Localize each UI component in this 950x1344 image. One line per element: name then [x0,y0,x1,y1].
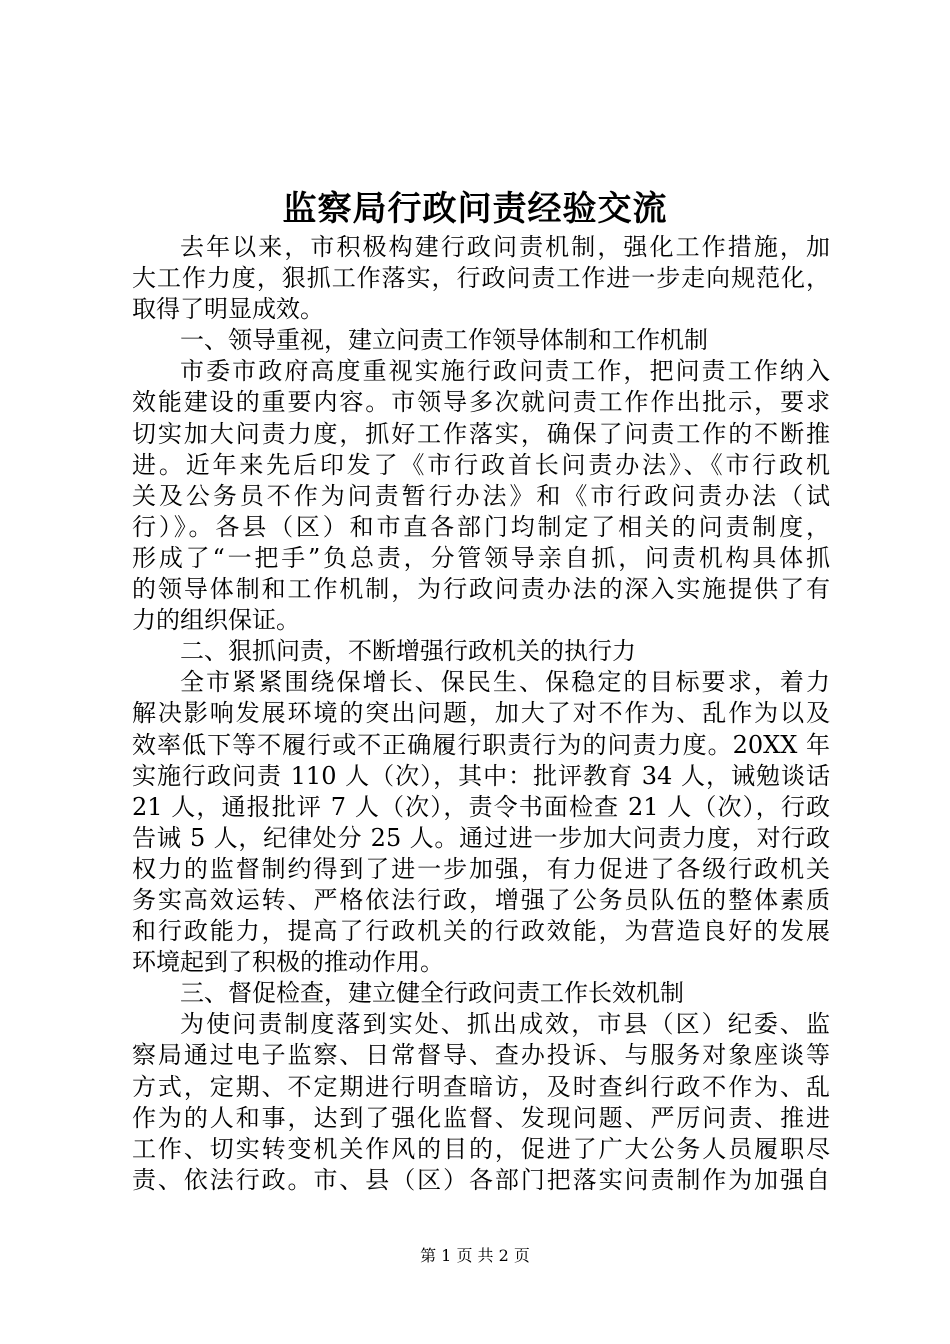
text-line: 市委市政府高度重视实施行政问责工作，把问责工作纳入 [180,357,830,386]
text-line: 取得了明显成效。 [132,295,324,324]
text-line: 关及公务员不作为问责暂行办法》和《市行政问责办法（试 [132,481,830,510]
text-line: 大工作力度，狠抓工作落实，行政问责工作进一步走向规范化， [132,264,830,293]
text-line: 解决影响发展环境的突出问题，加大了对不作为、乱作为以及 [132,699,830,728]
text-line: 全市紧紧围绕保增长、保民生、保稳定的目标要求，着力 [180,668,830,697]
text-line: 一、领导重视，建立问责工作领导体制和工作机制 [180,326,708,355]
text-line: 进。近年来先后印发了《市行政首长问责办法》、《市行政机 [132,450,830,479]
text-line: 切实加大问责力度，抓好工作落实，确保了问责工作的不断推 [132,419,830,448]
text-line: 效能建设的重要内容。市领导多次就问责工作作出批示，要求 [132,388,830,417]
page-footer: 第 1 页 共 2 页 [420,1246,530,1265]
text-line: 实施行政问责 110 人（次），其中：批评教育 34 人，诫勉谈话 [132,761,830,790]
text-line: 察局通过电子监察、日常督导、查办投诉、与服务对象座谈等 [132,1041,830,1070]
text-line: 责、依法行政。市、县（区）各部门把落实问责制作为加强自 [132,1165,830,1194]
text-line: 告诫 5 人，纪律处分 25 人。通过进一步加大问责力度，对行政 [132,823,830,852]
text-line: 务实高效运转、严格依法行政，增强了公务员队伍的整体素质 [132,885,830,914]
text-line: 效率低下等不履行或不正确履行职责行为的问责力度。20XX 年 [132,730,830,759]
text-line: 的领导体制和工作机制，为行政问责办法的深入实施提供了有 [132,575,830,604]
text-line: 去年以来，市积极构建行政问责机制，强化工作措施，加 [180,233,830,261]
text-line: 为使问责制度落到实处、抓出成效，市县（区）纪委、监 [180,1010,830,1039]
text-line: 作为的人和事，达到了强化监督、发现问题、严厉问责、推进 [132,1103,830,1132]
text-line: 二、狠抓问责，不断增强行政机关的执行力 [180,637,636,666]
text-line: 方式，定期、不定期进行明查暗访，及时查纠行政不作为、乱 [132,1072,830,1101]
document-body [132,232,830,1196]
text-line: 形成了“一把手”负总责，分管领导亲自抓，问责机构具体抓 [132,543,830,572]
text-line: 工作、切实转变机关作风的目的，促进了广大公务人员履职尽 [132,1134,830,1163]
text-line: 三、督促检查，建立健全行政问责工作长效机制 [180,979,684,1008]
text-line: 环境起到了积极的推动作用。 [132,948,444,977]
document-title: 监察局行政问责经验交流 [282,189,668,229]
text-line: 21 人，通报批评 7 人（次），责令书面检查 21 人（次），行政 [132,792,830,821]
text-line: 行）》。各县（区）和市直各部门均制定了相关的问责制度， [132,512,830,541]
text-line: 和行政能力，提高了行政机关的行政效能，为营造良好的发展 [132,917,830,946]
text-line: 力的组织保证。 [132,606,300,635]
text-line: 权力的监督制约得到了进一步加强，有力促进了各级行政机关 [132,854,830,883]
